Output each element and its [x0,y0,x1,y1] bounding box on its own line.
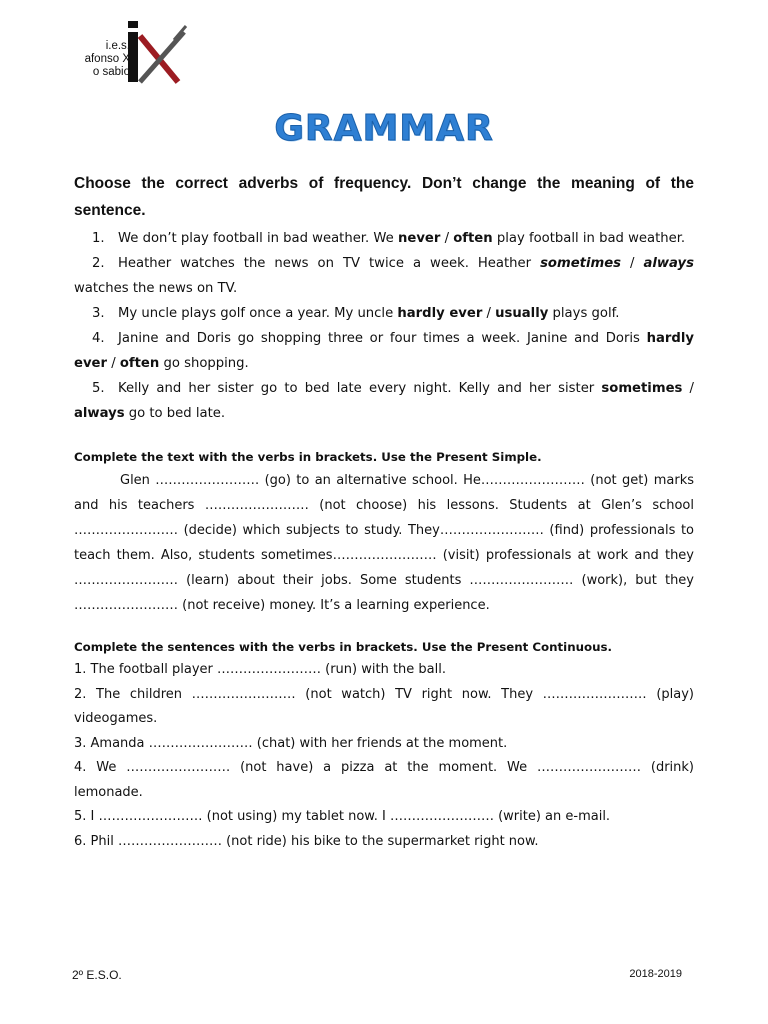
exercise1-item: 4. Janine and Doris go shopping three or four times a week. Janine and Doris hardly ever / often go shopping. [74,331,694,371]
exercise3-item: 4. We …………………… (not have) a pizza at the moment. We …………………… (drink) lemonade. [74,760,694,800]
footer-year: 2018-2019 [629,968,682,980]
exercise3-item: 5. I …………………… (not using) my tablet now. I …………………… (write) an e-mail. [74,809,611,824]
exercise1-item: 1. We don’t play football in bad weather. We never / often play football in bad weather. [92,231,686,246]
school-logo [70,18,190,88]
logo-line-1: i.e.s. [105,40,130,52]
exercise3-item: 2. The children …………………… (not watch) TV right now. They …………………… (play) videogames. [74,686,694,726]
exercise3-item: 3. Amanda …………………… (chat) with her friends at the moment. [74,735,508,751]
exercise2-heading: Complete the text with the verbs in brackets. Use the Present Simple. [74,450,542,464]
page-title: GRAMMAR [274,108,494,149]
exercise2-text: Glen …………………… (go) to an alternative school. He…………………… (not get) marks and his teachers …………………… (not choose) his lessons. Students at Glen’s school …………………… (decide) which subjects to study. They…………………… (find) professionals to teach them. Also, students sometimes…………………… (visit) professionals at work and they …………………… (learn) about their jobs. Some students …………………… (work), but they …………………… (not receive) money. It’s a learning experience. [74,473,694,613]
logo-line-3: o sabio [92,66,130,78]
exercise3-list [74,658,694,854]
exercise1-heading: Choose the correct adverbs of frequency. Don’t change the meaning of the sentence. [74,175,694,219]
exercise3-item: 1. The football player …………………… (run) with the ball. [74,662,446,677]
footer-grade: 2º E.S.O. [72,968,122,982]
logo-line-2: afonso X [84,53,130,65]
logo-text [85,40,130,79]
exercise1-item: 3. My uncle plays golf once a year. My uncle hardly ever / usually plays golf. [92,306,620,321]
exercise1-item: 2. Heather watches the news on TV twice a week. Heather sometimes / always watches the news on TV. [74,256,694,296]
worksheet-content [74,170,694,854]
exercise3-heading: Complete the sentences with the verbs in brackets. Use the Present Continuous. [74,640,613,654]
exercise1-item: 5. Kelly and her sister go to bed late every night. Kelly and her sister sometimes / always go to bed late. [74,381,694,421]
exercise1-list [74,226,694,426]
exercise3-item: 6. Phil …………………… (not ride) his bike to the supermarket right now. [74,833,539,849]
